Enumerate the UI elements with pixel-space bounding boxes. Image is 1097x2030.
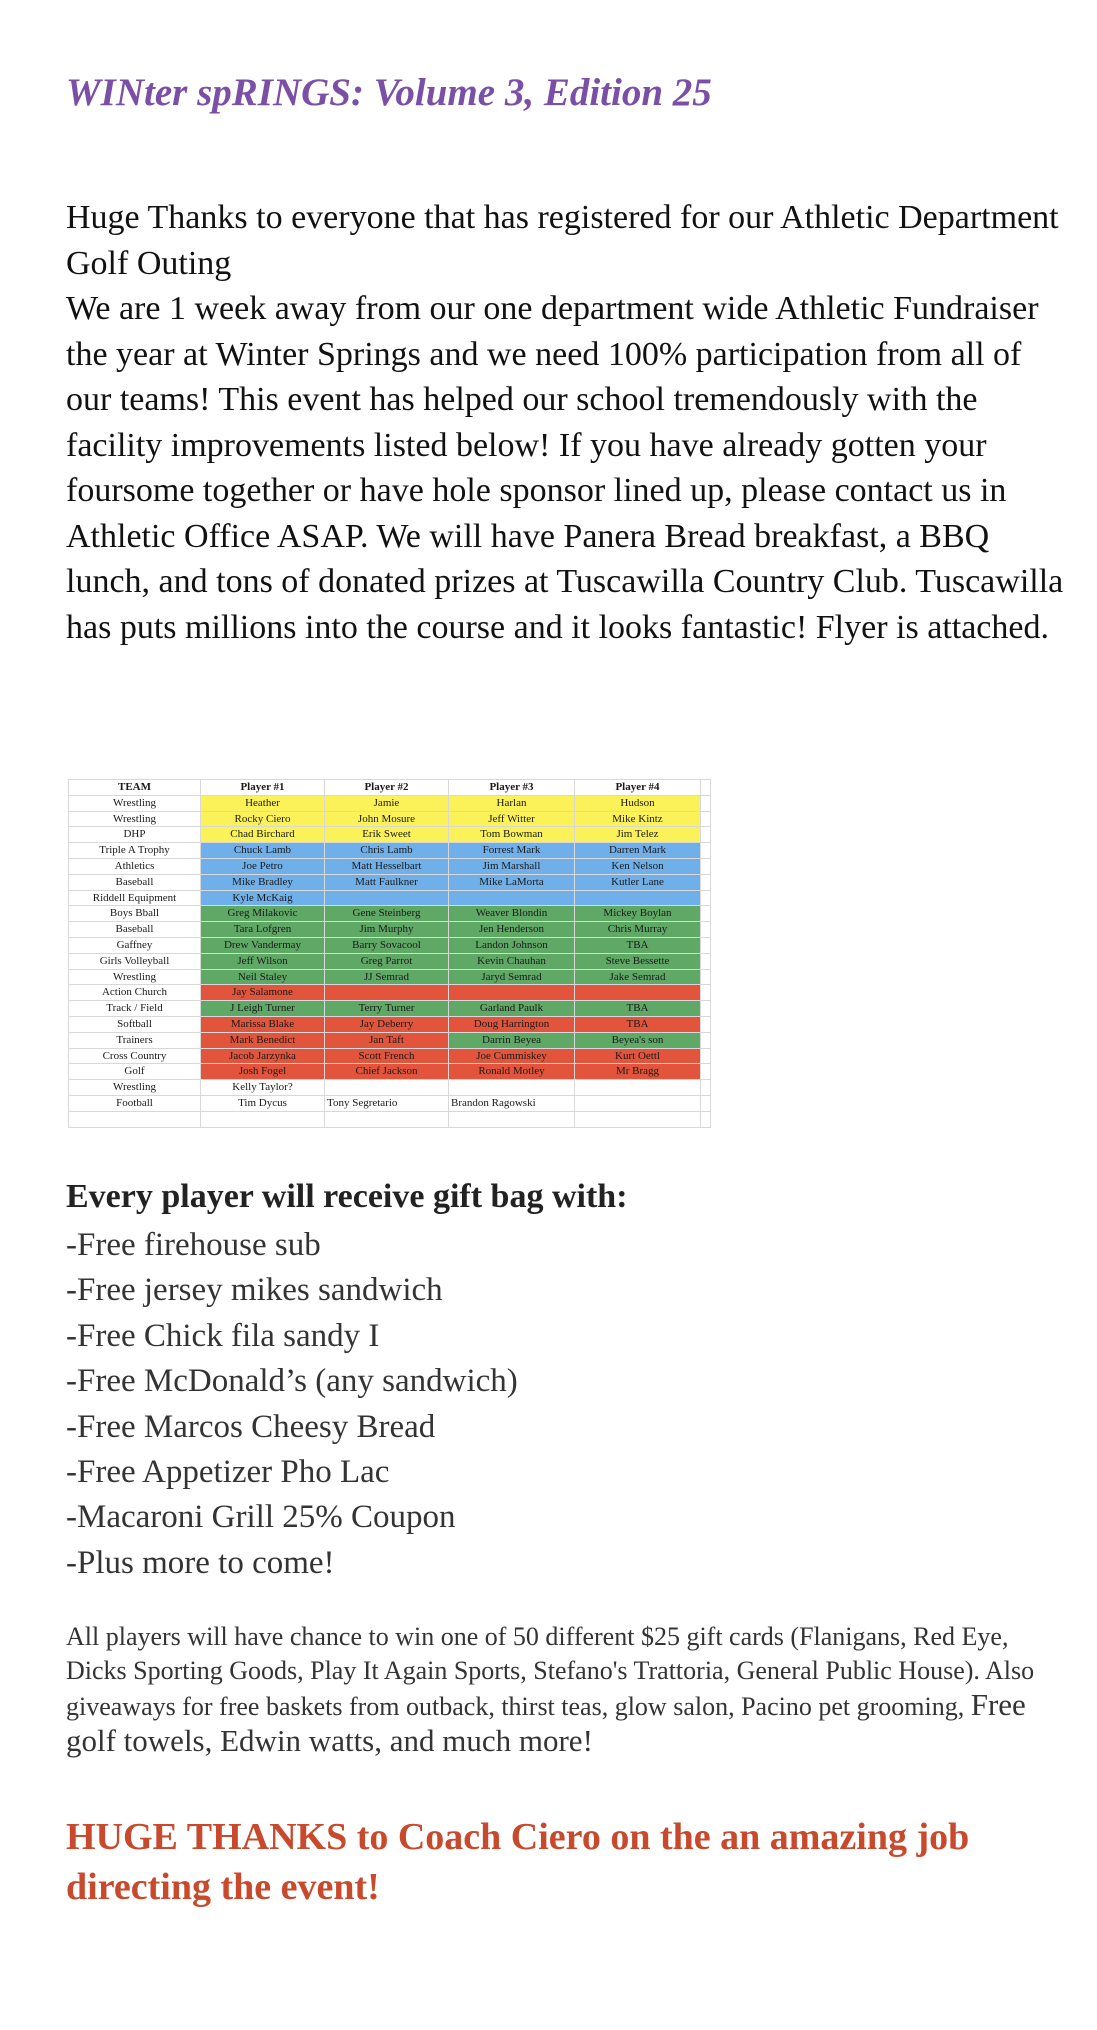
- roster-player: [575, 1095, 701, 1111]
- roster-spacer: [701, 906, 711, 922]
- roster-player: Joe Cummiskey: [449, 1048, 575, 1064]
- roster-team: Triple A Trophy: [69, 843, 201, 859]
- roster-player: Mike LaMorta: [449, 874, 575, 890]
- roster-player: Ken Nelson: [575, 858, 701, 874]
- roster-row: [69, 906, 711, 922]
- roster-player: [575, 1080, 701, 1096]
- roster-row: [69, 811, 711, 827]
- roster-player: Marissa Blake: [201, 1016, 325, 1032]
- roster-spacer: [701, 874, 711, 890]
- roster-empty-cell: [575, 1111, 701, 1127]
- roster-spacer: [701, 795, 711, 811]
- roster-player: JJ Semrad: [325, 969, 449, 985]
- gift-item: -Free Appetizer Pho Lac: [66, 1454, 390, 1491]
- roster-player: TBA: [575, 1001, 701, 1017]
- roster-team: Cross Country: [69, 1048, 201, 1064]
- roster-player: Mike Bradley: [201, 874, 325, 890]
- roster-player: Tara Lofgren: [201, 922, 325, 938]
- roster-player: [449, 890, 575, 906]
- roster-row: [69, 1048, 711, 1064]
- roster-team: Golf: [69, 1064, 201, 1080]
- roster-team: Gaffney: [69, 937, 201, 953]
- roster-player: Darren Mark: [575, 843, 701, 859]
- roster-player: Beyea's son: [575, 1032, 701, 1048]
- roster-spacer: [701, 1080, 711, 1096]
- roster-player: Mr Bragg: [575, 1064, 701, 1080]
- roster-player: [449, 985, 575, 1001]
- roster-player: Barry Sovacool: [325, 937, 449, 953]
- roster-player: Rocky Ciero: [201, 811, 325, 827]
- roster-team: Wrestling: [69, 1080, 201, 1096]
- intro-thanks-line: Huge Thanks to everyone that has registered for our Athletic Department Golf Outing: [66, 199, 1059, 282]
- roster-team: Boys Bball: [69, 906, 201, 922]
- roster-player: Tim Dycus: [201, 1095, 325, 1111]
- roster-player: Scott French: [325, 1048, 449, 1064]
- roster-player: Jan Taft: [325, 1032, 449, 1048]
- roster-player: Jim Murphy: [325, 922, 449, 938]
- roster-player: Mark Benedict: [201, 1032, 325, 1048]
- roster-player: [325, 985, 449, 1001]
- roster-spacer: [701, 890, 711, 906]
- roster-player: Weaver Blondin: [449, 906, 575, 922]
- roster-team: Trainers: [69, 1032, 201, 1048]
- roster-spacer: [701, 858, 711, 874]
- roster-player: Neil Staley: [201, 969, 325, 985]
- newsletter-title: WINter spRINGS: Volume 3, Edition 25: [66, 71, 712, 114]
- roster-header-player1: Player #1: [201, 780, 325, 796]
- roster-spacer: [701, 922, 711, 938]
- roster-player: Mike Kintz: [575, 811, 701, 827]
- roster-team: Wrestling: [69, 795, 201, 811]
- roster-player: Greg Parrot: [325, 953, 449, 969]
- roster-empty-cell: [69, 1111, 201, 1127]
- roster-team: Girls Volleyball: [69, 953, 201, 969]
- prizes-paragraph: [66, 1620, 1066, 1760]
- intro-fundraiser-paragraph: We are 1 week away from our one department wide Athletic Fundraiser the year at Winter Springs and we need 100% participation from all of our teams! This event has helped our school tremendously with the facility improvements listed below! If you have already gotten your foursome together or have hole sponsor lined up, please contact us in Athletic Office ASAP. We will have Panera Bread breakfast, a BBQ lunch, and tons of donated prizes at Tuscawilla Country Club. Tuscawilla has puts millions into the course and it looks fantastic! Flyer is attached.: [66, 290, 1064, 646]
- gift-item: -Free Chick fila sandy I: [66, 1317, 380, 1354]
- roster-row: [69, 795, 711, 811]
- prizes-text: All players will have chance to win one of 50 different $25 gift cards (Flanigans, Red Eye, Dicks Sporting Goods, Play It Again Sports, Stefano's Trattoria, General Public House). Also giveaways for free baskets from outback, thirst teas, glow salon, Pacino pet grooming,: [66, 1622, 1035, 1721]
- roster-row: [69, 874, 711, 890]
- roster-player: Joe Petro: [201, 858, 325, 874]
- roster-row: [69, 1016, 711, 1032]
- roster-player: Brandon Ragowski: [449, 1095, 575, 1111]
- roster-row: [69, 922, 711, 938]
- roster-player: [325, 890, 449, 906]
- roster-header-team: TEAM: [69, 780, 201, 796]
- roster-player: Drew Vandermay: [201, 937, 325, 953]
- roster-spacer: [701, 780, 711, 796]
- roster-player: Tony Segretario: [325, 1095, 449, 1111]
- roster-player: Jay Salamone: [201, 985, 325, 1001]
- roster-spacer: [701, 937, 711, 953]
- roster-player: Jacob Jarzynka: [201, 1048, 325, 1064]
- roster-player: Kutler Lane: [575, 874, 701, 890]
- roster-team: Baseball: [69, 922, 201, 938]
- roster-spacer: [701, 1032, 711, 1048]
- roster-row: [69, 1095, 711, 1111]
- gift-item: -Free McDonald’s (any sandwich): [66, 1363, 518, 1400]
- roster-team: Baseball: [69, 874, 201, 890]
- roster-player: Jake Semrad: [575, 969, 701, 985]
- gift-item: -Free firehouse sub: [66, 1227, 321, 1263]
- roster-player: Darrin Beyea: [449, 1032, 575, 1048]
- roster-spacer: [701, 1095, 711, 1111]
- roster-player: Jay Deberry: [325, 1016, 449, 1032]
- roster-player: Erik Sweet: [325, 827, 449, 843]
- roster-player: Heather: [201, 795, 325, 811]
- roster-empty-cell: [201, 1111, 325, 1127]
- roster-spacer: [701, 1111, 711, 1127]
- roster-player: [575, 985, 701, 1001]
- roster-player: Kevin Chauhan: [449, 953, 575, 969]
- roster-team: Riddell Equipment: [69, 890, 201, 906]
- roster-player: Jeff Wilson: [201, 953, 325, 969]
- roster-empty-row: [69, 1111, 711, 1127]
- roster-header-player2: Player #2: [325, 780, 449, 796]
- roster-spacer: [701, 1048, 711, 1064]
- roster-player: Gene Steinberg: [325, 906, 449, 922]
- intro-text: [66, 195, 1066, 650]
- roster-team: Athletics: [69, 858, 201, 874]
- roster-player: Chris Murray: [575, 922, 701, 938]
- roster-spacer: [701, 1001, 711, 1017]
- gift-item: -Plus more to come!: [66, 1544, 335, 1581]
- roster-player: Chad Birchard: [201, 827, 325, 843]
- roster-player: Doug Harrington: [449, 1016, 575, 1032]
- roster-header-row: [69, 780, 711, 796]
- roster-team: DHP: [69, 827, 201, 843]
- roster-player: John Mosure: [325, 811, 449, 827]
- roster-row: [69, 969, 711, 985]
- roster-player: [575, 890, 701, 906]
- roster-row: [69, 1080, 711, 1096]
- roster-player: Ronald Motley: [449, 1064, 575, 1080]
- roster-player: Jim Marshall: [449, 858, 575, 874]
- roster-header-player3: Player #3: [449, 780, 575, 796]
- gift-item: -Macaroni Grill 25% Coupon: [66, 1499, 456, 1536]
- roster-row: [69, 858, 711, 874]
- roster-player: Chief Jackson: [325, 1064, 449, 1080]
- roster-player: Jaryd Semrad: [449, 969, 575, 985]
- roster-player: [325, 1080, 449, 1096]
- roster-row: [69, 1064, 711, 1080]
- roster-player: Chuck Lamb: [201, 843, 325, 859]
- roster-player: Landon Johnson: [449, 937, 575, 953]
- roster-team: Softball: [69, 1016, 201, 1032]
- roster-row: [69, 985, 711, 1001]
- roster-player: Garland Paulk: [449, 1001, 575, 1017]
- roster-player: Jen Henderson: [449, 922, 575, 938]
- gift-bag-heading: Every player will receive gift bag with:: [66, 1178, 628, 1215]
- roster-player: Jamie: [325, 795, 449, 811]
- roster-row: [69, 890, 711, 906]
- gift-item: -Free jersey mikes sandwich: [66, 1272, 443, 1309]
- roster-row: [69, 843, 711, 859]
- roster-player: J Leigh Turner: [201, 1001, 325, 1017]
- roster-spacer: [701, 827, 711, 843]
- roster-player: Mickey Boylan: [575, 906, 701, 922]
- gift-bag-list: [66, 1223, 518, 1586]
- roster-player: [449, 1080, 575, 1096]
- roster-player: TBA: [575, 937, 701, 953]
- roster-empty-cell: [449, 1111, 575, 1127]
- roster-player: Matt Hesselbart: [325, 858, 449, 874]
- roster-player: Tom Bowman: [449, 827, 575, 843]
- roster-row: [69, 1001, 711, 1017]
- roster-team: Action Church: [69, 985, 201, 1001]
- roster-spacer: [701, 969, 711, 985]
- roster-spacer: [701, 985, 711, 1001]
- roster-player: Matt Faulkner: [325, 874, 449, 890]
- roster-player: Forrest Mark: [449, 843, 575, 859]
- roster-spacer: [701, 953, 711, 969]
- roster-spacer: [701, 1064, 711, 1080]
- roster-team: Wrestling: [69, 969, 201, 985]
- roster-row: [69, 937, 711, 953]
- roster-header-player4: Player #4: [575, 780, 701, 796]
- roster-player: Jim Telez: [575, 827, 701, 843]
- roster-team: Track / Field: [69, 1001, 201, 1017]
- roster-player: Steve Bessette: [575, 953, 701, 969]
- roster-player: Terry Turner: [325, 1001, 449, 1017]
- roster-team: Wrestling: [69, 811, 201, 827]
- gift-item: -Free Marcos Cheesy Bread: [66, 1408, 436, 1445]
- roster-player: Hudson: [575, 795, 701, 811]
- roster-player: Kelly Taylor?: [201, 1080, 325, 1096]
- roster-player: Chris Lamb: [325, 843, 449, 859]
- roster-team: Football: [69, 1095, 201, 1111]
- roster-spacer: [701, 1016, 711, 1032]
- roster-player: TBA: [575, 1016, 701, 1032]
- roster-row: [69, 827, 711, 843]
- roster-row: [69, 953, 711, 969]
- roster-player: Greg Milakovic: [201, 906, 325, 922]
- roster-spacer: [701, 811, 711, 827]
- roster-player: Jeff Witter: [449, 811, 575, 827]
- roster-empty-cell: [325, 1111, 449, 1127]
- roster-player: Kurt Oettl: [575, 1048, 701, 1064]
- thanks-coach-banner: HUGE THANKS to Coach Ciero on the an amazing job directing the event!: [66, 1816, 970, 1908]
- roster-player: Josh Fogel: [201, 1064, 325, 1080]
- roster-row: [69, 1032, 711, 1048]
- roster-player: Harlan: [449, 795, 575, 811]
- golf-roster-table: [68, 779, 711, 1128]
- prizes-text-large: Free golf towels, Edwin watts, and much more!: [66, 1687, 1026, 1758]
- roster-player: Kyle McKaig: [201, 890, 325, 906]
- roster-spacer: [701, 843, 711, 859]
